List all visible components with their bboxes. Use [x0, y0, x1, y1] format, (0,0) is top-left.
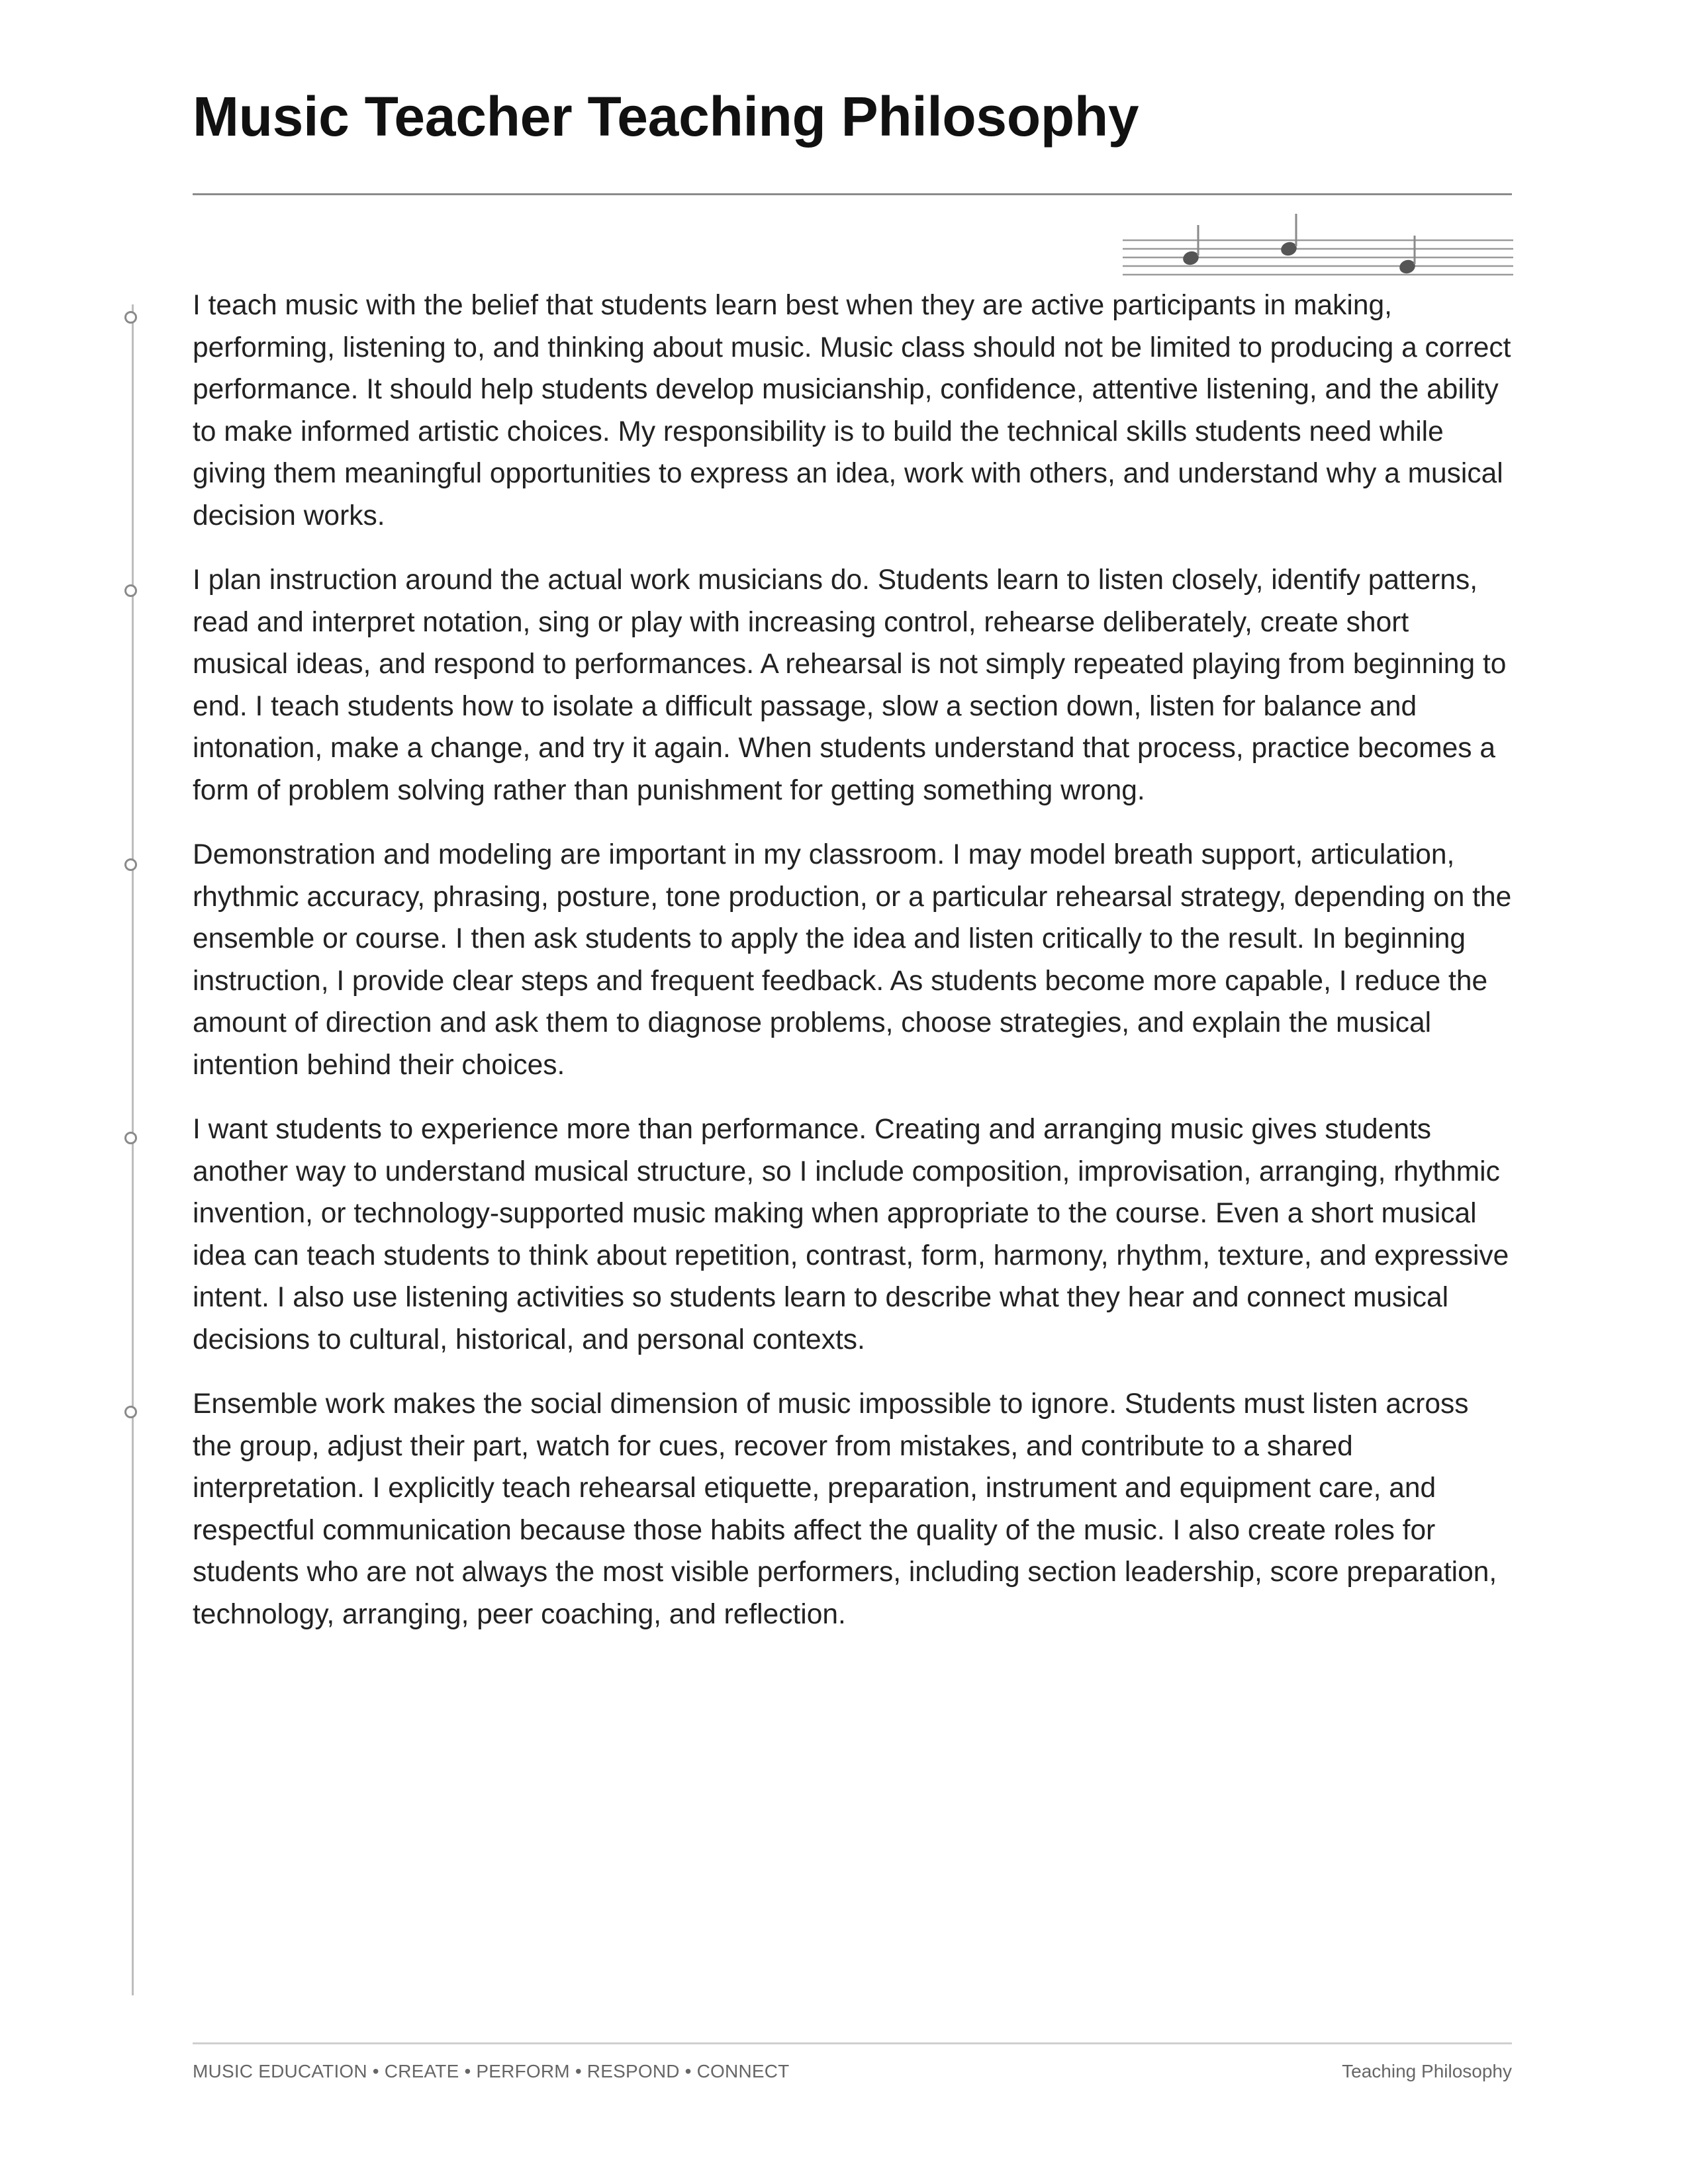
circle-marker-icon: [124, 1132, 137, 1144]
philosophy-body: [193, 285, 1512, 1658]
music-staff-icon: [1123, 210, 1513, 283]
paragraph: I teach music with the belief that students learn best when they are active participants in making, performing, listening to, and thinking about music. Music class should not be limited to producing a correct performance. It should help students develop musicianship, confidence, attentive listening, and the ability to make informed artistic choices. My responsibility is to build the technical skills students need while giving them meaningful opportunities to express an idea, work with others, and understand why a musical decision works.: [193, 290, 1511, 531]
circle-marker-icon: [124, 311, 137, 324]
footer-doc-label: Teaching Philosophy: [1342, 2061, 1512, 2081]
margin-rail: [132, 304, 134, 1995]
footer-divider: [193, 2042, 1512, 2044]
paragraph: I want students to experience more than performance. Creating and arranging music gives students another way to understand musical structure, so I include composition, improvisation, arranging, rhythmic invention, or technology-supported music making when appropriate to the course. Even a short musical idea can teach students to think about repetition, contrast, form, harmony, rhythm, texture, and expressive intent. I also use listening activities so students learn to describe what they hear and connect musical decisions to cultural, historical, and personal contexts.: [193, 1114, 1509, 1355]
paragraph: Ensemble work makes the social dimension of music impossible to ignore. Students must listen across the group, adjust their part, watch for cues, recover from mistakes, and contribute to a shared interpretation. I explicitly teach rehearsal etiquette, preparation, instrument and equipment care, and respectful communication because those habits affect the quality of the music. I also create roles for students who are not always the most visible performers, including section leadership, score preparation, technology, arranging, peer coaching, and reflection.: [193, 1388, 1497, 1630]
footer-tagline: MUSIC EDUCATION • CREATE • PERFORM • RESPOND • CONNECT: [193, 2061, 790, 2081]
circle-marker-icon: [124, 584, 137, 597]
page-title: Music Teacher Teaching Philosophy: [193, 85, 1139, 148]
title-divider: [193, 193, 1512, 195]
paragraph: Demonstration and modeling are important in my classroom. I may model breath support, articulation, rhythmic accuracy, phrasing, posture, tone production, or a particular rehearsal strategy, depending on the ensemble or course. I then ask students to apply the idea and listen critically to the result. In beginning instruction, I provide clear steps and frequent feedback. As students become more capable, I reduce the amount of direction and ask them to diagnose problems, choose strategies, and explain the musical intention behind their choices.: [193, 839, 1512, 1081]
circle-marker-icon: [124, 1406, 137, 1418]
paragraph: I plan instruction around the actual work musicians do. Students learn to listen closely, identify patterns, read and interpret notation, sing or play with increasing control, rehearse deliberately, create short musical ideas, and respond to performances. A rehearsal is not simply repeated playing from beginning to end. I teach students how to isolate a difficult passage, slow a section down, listen for balance and intonation, make a change, and try it again. When students understand that process, practice becomes a form of problem solving rather than punishment for getting something wrong.: [193, 565, 1507, 806]
circle-marker-icon: [124, 858, 137, 871]
